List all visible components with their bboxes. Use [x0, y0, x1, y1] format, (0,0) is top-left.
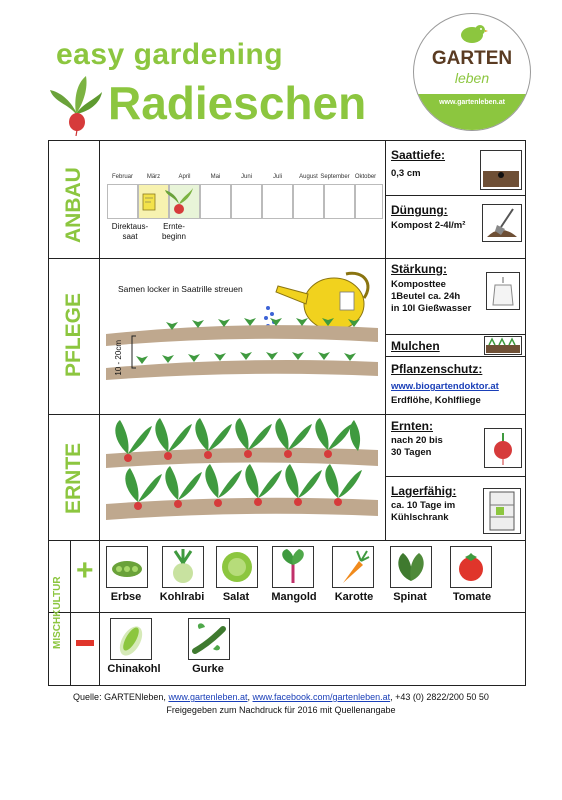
subtitle: easy gardening — [56, 38, 284, 71]
veg-icon-mangold — [272, 546, 314, 588]
info-divider — [385, 195, 525, 196]
footer-release: Freigegeben zum Nachdruck für 2016 mit Quellenangabe — [166, 705, 396, 715]
veg-icon-kohlrabi — [162, 546, 204, 588]
duengung-title: Düngung: — [391, 203, 448, 217]
section-mischkultur: MISCHKULTUR — [52, 576, 63, 650]
seed-depth-icon — [480, 150, 522, 190]
veg-label: Tomate — [452, 591, 492, 603]
footer-phone: , +43 (0) 2822/200 50 50 — [390, 692, 489, 702]
section-anbau: ANBAU — [62, 167, 85, 243]
ernten-value: nach 20 bis 30 Tagen — [391, 435, 443, 458]
harvest-illustration — [102, 418, 384, 536]
veg-icon-spinat — [390, 546, 432, 588]
spacing-label: 10 - 20cm — [114, 340, 123, 376]
month-label: März — [146, 174, 161, 180]
mulchen-title: Mulchen — [391, 339, 440, 353]
section-ernte: ERNTE — [62, 442, 85, 514]
info-divider — [385, 334, 525, 335]
saattiefe-title: Saattiefe: — [391, 148, 446, 162]
veg-label: Chinakohl — [107, 663, 161, 675]
gartenleben-logo — [413, 13, 531, 131]
page-title: Radieschen — [108, 77, 367, 129]
footer-source — [0, 692, 562, 702]
tea-bag-icon — [486, 272, 520, 310]
veg-icon-erbse — [106, 546, 148, 588]
calendar-grid — [107, 184, 383, 220]
mulch-icon — [484, 336, 522, 355]
radish-icon — [484, 428, 522, 468]
facebook-link[interactable]: www.facebook.com/gartenleben.at — [252, 692, 391, 702]
divider-pflege-ernte — [48, 414, 525, 415]
ernten-title: Ernten: — [391, 419, 433, 433]
label-column-divider — [99, 140, 100, 685]
veg-label: Karotte — [334, 591, 374, 603]
sowing-rows-illustration — [102, 264, 384, 412]
lagerfaehig-title: Lagerfähig: — [391, 484, 457, 498]
divider-mischkultur — [48, 612, 525, 613]
info-divider — [385, 356, 525, 357]
label-erntebeginn: Ernte- beginn — [161, 222, 187, 241]
footer-prefix: Quelle: GARTENleben, — [73, 692, 169, 702]
veg-icon-gurke — [188, 618, 230, 660]
label-direktaussaat: Direktaus- saat — [111, 222, 149, 241]
duengung-value: Kompost 2-4l/m² — [391, 220, 466, 231]
staerkung-value: Komposttee 1Beutel ca. 24h in 10l Gießwasser — [391, 279, 472, 314]
bird-icon — [456, 20, 488, 46]
veg-icon-chinakohl — [110, 618, 152, 660]
veg-label: Salat — [222, 591, 250, 603]
compost-shovel-icon — [482, 204, 522, 242]
logo-leben: leben — [454, 70, 490, 86]
veg-icon-karotte — [332, 546, 374, 588]
pflege-note: Samen locker in Saatrille streuen — [118, 284, 243, 294]
biogartendoktor-link[interactable]: www.biogartendoktor.at — [391, 381, 499, 392]
divider-anbau-pflege — [48, 258, 525, 259]
pflanzenschutz-value: Erdflöhe, Kohlfliege — [391, 395, 481, 406]
info-divider — [385, 476, 525, 477]
month-label: Juli — [272, 174, 282, 180]
month-label: August — [299, 174, 318, 180]
month-label: Oktober — [354, 174, 377, 180]
gartenleben-link[interactable]: www.gartenleben.at — [168, 692, 248, 702]
divider-ernte-mischkultur — [48, 540, 525, 541]
fridge-icon — [483, 488, 521, 534]
logo-brand: GARTEN — [431, 48, 513, 69]
veg-icon-tomate — [450, 546, 492, 588]
month-label: Mai — [210, 174, 221, 180]
month-label: Juni — [240, 174, 252, 180]
veg-label: Gurke — [192, 663, 224, 675]
veg-label: Mangold — [271, 591, 317, 603]
minus-symbol — [76, 640, 94, 646]
veg-label: Kohlrabi — [159, 591, 205, 603]
section-pflege: PFLEGE — [62, 293, 85, 378]
pflanzenschutz-title: Pflanzenschutz: — [391, 362, 483, 376]
footer-separator: , — [247, 692, 253, 702]
month-label: April — [178, 174, 191, 180]
veg-icon-salat — [216, 546, 258, 588]
month-label: Februar — [111, 174, 133, 180]
lagerfaehig-value: ca. 10 Tage im Kühlschrank — [391, 500, 456, 523]
staerkung-title: Stärkung: — [391, 262, 448, 276]
radish-logo-icon — [46, 74, 106, 136]
plus-symbol: + — [76, 554, 94, 587]
veg-label: Erbse — [110, 591, 142, 603]
info-column-divider — [385, 140, 386, 540]
veg-label: Spinat — [393, 591, 427, 603]
month-label: September — [320, 174, 350, 180]
mischkultur-divider — [70, 540, 71, 685]
logo-url: www.gartenleben.at — [439, 99, 505, 106]
saattiefe-value: 0,3 cm — [391, 168, 421, 179]
